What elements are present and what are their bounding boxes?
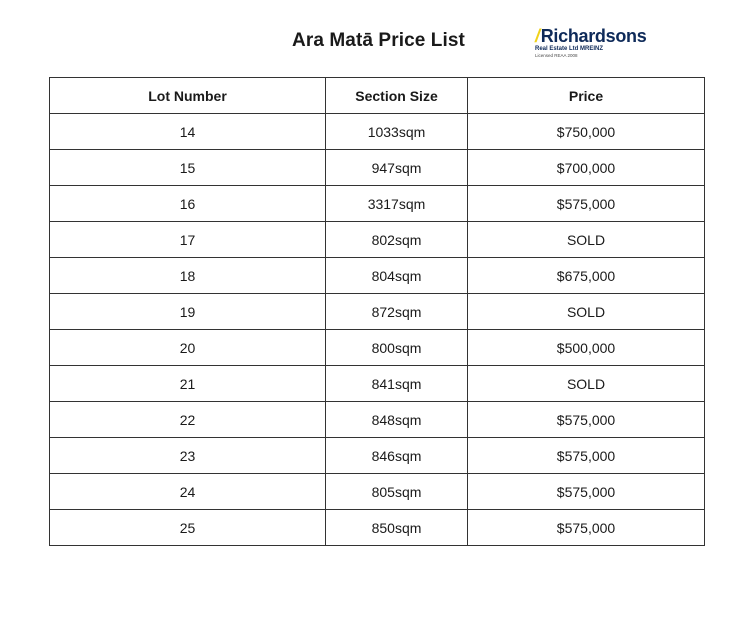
section-size-cell: 850sqm (326, 510, 468, 546)
lot-number-cell: 16 (50, 186, 326, 222)
lot-number-cell: 17 (50, 222, 326, 258)
price-cell: SOLD (468, 366, 705, 402)
section-size-cell: 848sqm (326, 402, 468, 438)
table-row (50, 258, 705, 294)
table-row (50, 114, 705, 150)
price-cell: $575,000 (468, 186, 705, 222)
lot-number-cell: 14 (50, 114, 326, 150)
section-size-cell: 872sqm (326, 294, 468, 330)
section-size-cell: 800sqm (326, 330, 468, 366)
logo-slash-icon: / (535, 26, 540, 46)
logo-wordmark: Richardsons (540, 26, 647, 46)
table-row (50, 474, 705, 510)
price-cell: $575,000 (468, 438, 705, 474)
table-row (50, 294, 705, 330)
price-cell: SOLD (468, 222, 705, 258)
lot-number-cell: 15 (50, 150, 326, 186)
section-size-cell: 846sqm (326, 438, 468, 474)
table-row (50, 402, 705, 438)
header-price: Price (468, 78, 705, 114)
lot-number-cell: 18 (50, 258, 326, 294)
lot-number-cell: 25 (50, 510, 326, 546)
price-cell: SOLD (468, 294, 705, 330)
logo-licensed: Licensed REAA 2008 (535, 53, 578, 58)
logo-tagline: Real Estate Ltd MREINZ (535, 46, 604, 52)
lot-number-cell: 19 (50, 294, 326, 330)
table-header-row (50, 78, 705, 114)
richardsons-logo (535, 26, 655, 66)
page-title: Ara Matā Price List (292, 30, 465, 51)
header-section-size: Section Size (326, 78, 468, 114)
section-size-cell: 804sqm (326, 258, 468, 294)
table-row (50, 222, 705, 258)
price-cell: $700,000 (468, 150, 705, 186)
table-row (50, 150, 705, 186)
price-table (49, 77, 705, 546)
price-cell: $675,000 (468, 258, 705, 294)
header-lot-number: Lot Number (50, 78, 326, 114)
table-row (50, 510, 705, 546)
table-row (50, 186, 705, 222)
section-size-cell: 947sqm (326, 150, 468, 186)
section-size-cell: 841sqm (326, 366, 468, 402)
price-cell: $575,000 (468, 474, 705, 510)
lot-number-cell: 20 (50, 330, 326, 366)
table-row (50, 438, 705, 474)
table-row (50, 366, 705, 402)
lot-number-cell: 22 (50, 402, 326, 438)
section-size-cell: 805sqm (326, 474, 468, 510)
price-cell: $575,000 (468, 510, 705, 546)
price-cell: $750,000 (468, 114, 705, 150)
lot-number-cell: 23 (50, 438, 326, 474)
price-cell: $575,000 (468, 402, 705, 438)
table-row (50, 330, 705, 366)
section-size-cell: 3317sqm (326, 186, 468, 222)
price-cell: $500,000 (468, 330, 705, 366)
section-size-cell: 802sqm (326, 222, 468, 258)
lot-number-cell: 24 (50, 474, 326, 510)
lot-number-cell: 21 (50, 366, 326, 402)
section-size-cell: 1033sqm (326, 114, 468, 150)
